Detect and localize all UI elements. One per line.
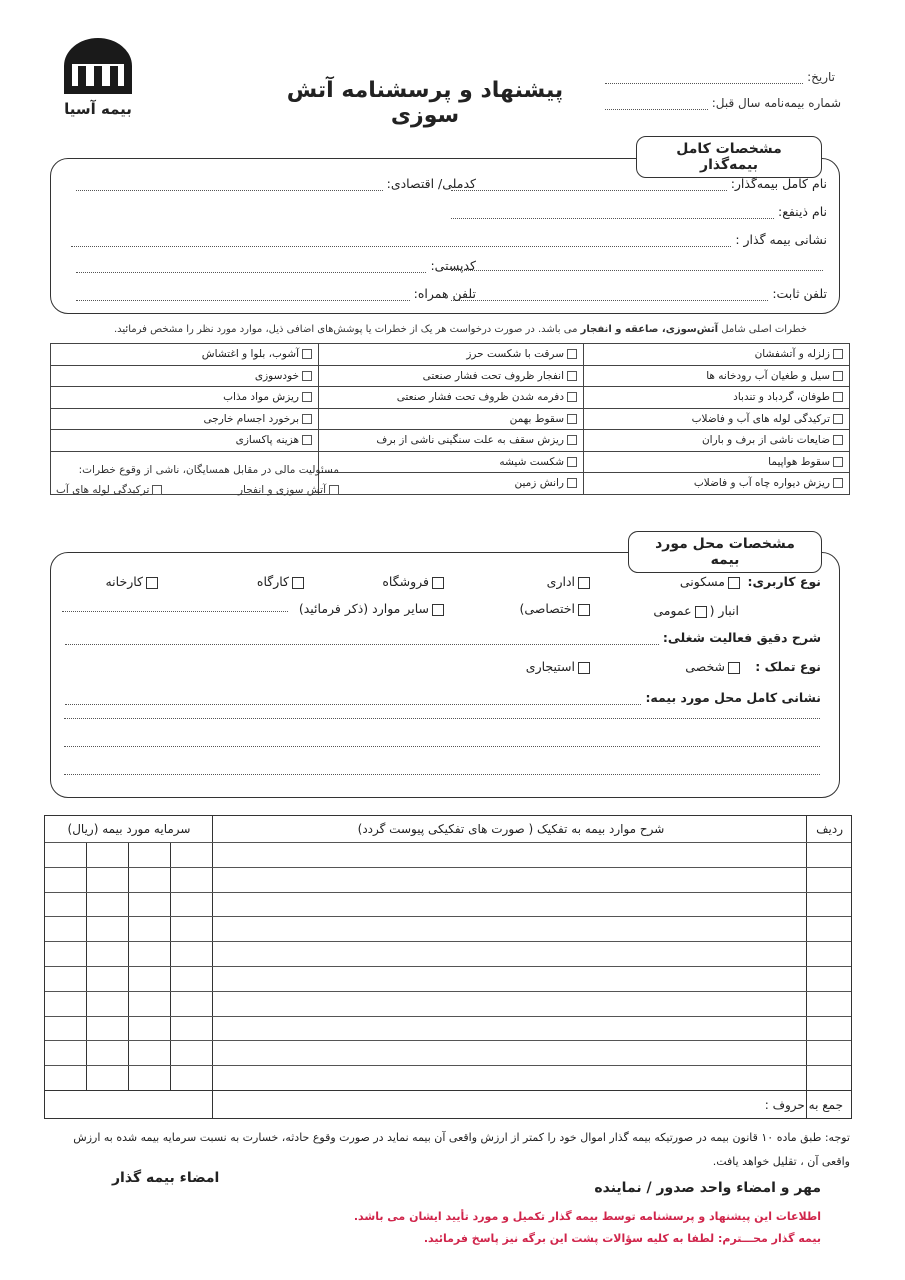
national-code-field[interactable] (72, 176, 476, 191)
insured-section-title: مشخصات کامل بیمه‌گذار (636, 136, 822, 178)
checkbox-icon[interactable] (567, 349, 577, 359)
risk-label: سیل و طغیان آب رودخانه ها (706, 369, 830, 382)
insured-signature-label: امضاء بیمه گذار (112, 1170, 220, 1186)
phone-input-line[interactable] (451, 288, 768, 301)
location-address-label: نشانی کامل محل مورد بیمه: (645, 690, 821, 705)
risk-label: برخورد اجسام خارجی (203, 412, 299, 425)
full-name-label: نام کامل بیمه‌گذار: (730, 176, 827, 191)
ownership-label: نوع تملک : (755, 659, 821, 674)
mobile-input-line[interactable] (76, 288, 410, 301)
checkbox-icon[interactable] (833, 457, 843, 467)
usage-other-option[interactable] (299, 601, 447, 616)
risk-label: سقوط هواپیما (768, 455, 830, 468)
checkbox-icon[interactable] (833, 414, 843, 424)
col-desc-header: شرح موارد بیمه به تفکیک ( صورت های تفکیکی پیوست گردد) (357, 822, 665, 836)
checkbox-icon[interactable] (146, 577, 158, 589)
usage-factory-option[interactable] (105, 574, 161, 589)
risk-cell[interactable] (584, 451, 850, 473)
phone-label: تلفن ثابت: (772, 286, 827, 301)
table-row-line (45, 1065, 851, 1066)
checkbox-icon[interactable] (833, 478, 843, 488)
ownership-personal-label: شخصی (685, 659, 725, 674)
page-title: پیشنهاد و پرسشنامه آتش سوزی (286, 78, 564, 128)
storage-private-option[interactable] (519, 601, 593, 616)
checkbox-icon[interactable] (695, 606, 707, 618)
risk-cell[interactable] (51, 387, 319, 409)
storage-public-label: عمومی (653, 603, 692, 618)
liability-pipe-option[interactable] (56, 484, 162, 496)
prev-policy-input-line[interactable] (605, 96, 708, 110)
ownership-rental-label: استیجاری (525, 659, 575, 674)
risk-label: خودسوزی (254, 369, 299, 382)
usage-office-option[interactable] (547, 574, 593, 589)
storage-label: انبار ( (709, 603, 739, 618)
risk-row (51, 387, 850, 409)
table-row-line (45, 991, 851, 992)
risk-cell[interactable] (584, 365, 850, 387)
risk-label: ضایعات ناشی از برف و باران (701, 434, 830, 447)
liability-fire-label: آتش سوزی و انفجار (237, 484, 326, 496)
risk-label: سقوط بهمن (509, 412, 564, 425)
usage-shop-label: فروشگاه (382, 574, 429, 589)
liability-pipe-label: ترکیدگی لوله های آب (56, 484, 150, 496)
usage-residential-option[interactable] (680, 574, 743, 589)
checkbox-icon[interactable] (292, 577, 304, 589)
table-row-line (45, 1040, 851, 1041)
ownership-rental-option[interactable] (526, 659, 593, 674)
risk-cell[interactable] (319, 408, 584, 430)
checkbox-icon[interactable] (302, 435, 312, 445)
insured-address-field[interactable] (67, 232, 827, 247)
risk-row (51, 365, 850, 387)
table-row-line (45, 916, 851, 917)
col-capital-header: سرمایه مورد بیمه (ریال) (67, 822, 191, 836)
red-notice-line2: بیمه گذار محـــترم: لطفا به کلیه سؤالات پشت این برگه نیز پاسخ فرمائید. (423, 1232, 821, 1245)
mobile-label: تلفن همراه: (413, 286, 476, 301)
risk-cell[interactable] (319, 387, 584, 409)
checkbox-icon[interactable] (728, 577, 740, 589)
date-input-line[interactable] (605, 70, 803, 84)
checkbox-icon[interactable] (833, 392, 843, 402)
usage-office-label: اداری (546, 574, 575, 589)
mobile-field[interactable] (72, 286, 476, 301)
risk-label: زلزله و آتشفشان (754, 348, 830, 361)
risk-label: ریزش دیواره چاه آب و فاضلاب (693, 477, 830, 490)
risk-label: سرقت با شکست حرز (466, 348, 564, 361)
table-row-line (45, 966, 851, 967)
risk-label: آشوب، بلوا و اغتشاش (201, 348, 299, 361)
liability-label: مسئولیت مالی در مقابل همسایگان، ناشی از وقوع خطرات: (78, 464, 339, 476)
location-address-line3[interactable] (64, 746, 820, 747)
location-address-line2[interactable] (64, 718, 820, 719)
risk-cell[interactable] (319, 365, 584, 387)
postal-code-input-line[interactable] (76, 260, 426, 273)
full-name-field[interactable] (447, 176, 827, 191)
risk-row (51, 408, 850, 430)
storage-public-option[interactable] (653, 603, 739, 618)
checkbox-icon[interactable] (567, 392, 577, 402)
table-row-line (45, 1016, 851, 1017)
phone-field[interactable] (447, 286, 827, 301)
activity-input-line[interactable] (65, 632, 659, 645)
prev-policy-label: شماره بیمه‌نامه سال قبل: (711, 96, 841, 110)
col-row-header: ردیف (816, 822, 843, 836)
checkbox-icon[interactable] (302, 392, 312, 402)
national-code-input-line[interactable] (76, 178, 383, 191)
checkbox-icon[interactable] (567, 414, 577, 424)
checkbox-icon[interactable] (329, 485, 339, 495)
checkbox-icon[interactable] (432, 604, 444, 616)
risk-label: ریزش مواد مذاب (223, 391, 299, 404)
date-field[interactable] (605, 70, 835, 84)
liability-box (56, 464, 339, 496)
checkbox-icon[interactable] (567, 371, 577, 381)
checkbox-icon[interactable] (833, 349, 843, 359)
usage-workshop-label: کارگاه (256, 574, 289, 589)
storage-private-label: اختصاصی) (519, 601, 575, 616)
table-row-line (45, 892, 851, 893)
checkbox-icon[interactable] (302, 414, 312, 424)
checkbox-icon[interactable] (578, 604, 590, 616)
footer-note-line1: توجه: طبق ماده ۱۰ قانون بیمه در صورتیکه بیمه گذار اموال خود را کمتر از ارزش واقعی آن بیمه نماید در صورت وقوع حادثه، خسارت به نسبت سرمایه بیمه شده به ارزش (73, 1131, 850, 1144)
risk-cell[interactable] (584, 408, 850, 430)
ownership-personal-option[interactable] (685, 659, 743, 674)
usage-factory-label: کارخانه (105, 574, 143, 589)
usage-residential-label: مسکونی (679, 574, 725, 589)
location-address-input-line[interactable] (65, 692, 641, 705)
beneficiary-label: نام ذینفع: (777, 204, 827, 219)
risk-row (51, 430, 850, 452)
checkbox-icon[interactable] (152, 485, 162, 495)
issuer-signature-label: مهر و امضاء واحد صدور / نماینده (594, 1180, 821, 1196)
usage-other-label: سایر موارد (ذکر فرمائید) (298, 601, 429, 616)
postal-code-label: کدپستی: (430, 258, 476, 273)
activity-field[interactable] (61, 630, 821, 645)
checkbox-icon[interactable] (578, 662, 590, 674)
checkbox-icon[interactable] (728, 662, 740, 674)
insured-address-input-line[interactable] (71, 234, 731, 247)
usage-other-input-line[interactable] (62, 599, 288, 612)
risks-intro-prefix: خطرات اصلی شامل (721, 324, 807, 335)
date-label: تاریخ: (807, 70, 835, 84)
national-code-label: کدملی/ اقتصادی: (386, 176, 476, 191)
risk-label: ترکیدگی لوله های آب و فاضلاب (691, 412, 830, 425)
table-row-line (45, 867, 851, 868)
risk-cell[interactable] (51, 344, 319, 366)
checkbox-icon[interactable] (302, 371, 312, 381)
checkbox-icon[interactable] (302, 349, 312, 359)
risk-cell[interactable] (319, 473, 584, 495)
checkbox-icon[interactable] (567, 478, 577, 488)
insured-items-table (44, 815, 852, 1119)
location-address-line4[interactable] (64, 774, 820, 775)
location-section-title: مشخصات محل مورد بیمه (628, 531, 822, 573)
footer-note-line2: واقعی آن ، تقلیل خواهد یافت. (712, 1155, 850, 1168)
risk-label: شکست شیشه (499, 455, 564, 468)
checkbox-icon[interactable] (833, 371, 843, 381)
risks-intro-bold: آتش‌سوزی، صاعقه و انفجار (580, 324, 719, 335)
insured-address-label: نشانی بیمه گذار : (735, 232, 827, 247)
insured-address-input-line2[interactable] (451, 258, 823, 271)
table-row-line (45, 941, 851, 942)
risk-label: دفرمه شدن ظروف تحت فشار صنعتی (396, 391, 564, 404)
red-notice-line1: اطلاعات این پیشنهاد و پرسشنامه توسط بیمه گذار تکمیل و مورد تأیید ایشان می باشد. (353, 1210, 821, 1223)
risk-label: انفجار ظروف تحت فشار صنعتی (422, 369, 564, 382)
risk-label: ریزش سقف به علت سنگینی ناشی از برف (376, 434, 564, 447)
checkbox-icon[interactable] (833, 435, 843, 445)
risk-label: طوفان، گردباد و تندباد (733, 391, 830, 404)
checkbox-icon[interactable] (567, 457, 577, 467)
full-name-input-line[interactable] (451, 178, 727, 191)
usage-label: نوع کاربری: (747, 574, 821, 589)
beneficiary-input-line[interactable] (451, 206, 774, 219)
location-address-field[interactable] (61, 690, 821, 705)
risk-cell[interactable] (51, 408, 319, 430)
risk-label: رانش زمین (514, 477, 564, 490)
checkbox-icon[interactable] (578, 577, 590, 589)
risk-cell[interactable] (319, 344, 584, 366)
usage-workshop-option[interactable] (257, 574, 307, 589)
risks-intro-suffix: می باشد. در صورت درخواست هر یک از خطرات یا پوشش‌های اضافی ذیل، موارد مورد نظر را مشخص فرمائید. (113, 324, 578, 335)
total-in-words-label: جمع به حروف : (764, 1098, 843, 1112)
risk-cell[interactable] (51, 365, 319, 387)
checkbox-icon[interactable] (432, 577, 444, 589)
risk-cell[interactable] (319, 430, 584, 452)
footer-note (40, 1126, 850, 1174)
risk-cell[interactable] (584, 473, 850, 495)
risk-cell[interactable] (584, 387, 850, 409)
liability-fire-option[interactable] (238, 484, 339, 496)
risk-cell[interactable] (319, 451, 584, 473)
logo-text: بیمه آسیا (64, 100, 132, 118)
risks-intro (47, 324, 807, 335)
insurance-company-logo (58, 36, 138, 118)
logo-emblem-icon (58, 36, 138, 98)
prev-policy-field[interactable] (605, 96, 841, 110)
risk-row (51, 344, 850, 366)
usage-shop-option[interactable] (382, 574, 447, 589)
postal-code-field[interactable] (72, 258, 476, 273)
risk-cell[interactable] (584, 430, 850, 452)
insured-address-line2[interactable] (447, 258, 827, 271)
checkbox-icon[interactable] (567, 435, 577, 445)
activity-label: شرح دقیق فعالیت شغلی: (662, 630, 821, 645)
beneficiary-field[interactable] (447, 204, 827, 219)
risk-label: هزینه پاکسازی (235, 434, 299, 447)
risk-cell[interactable] (584, 344, 850, 366)
risk-cell[interactable] (51, 430, 319, 452)
